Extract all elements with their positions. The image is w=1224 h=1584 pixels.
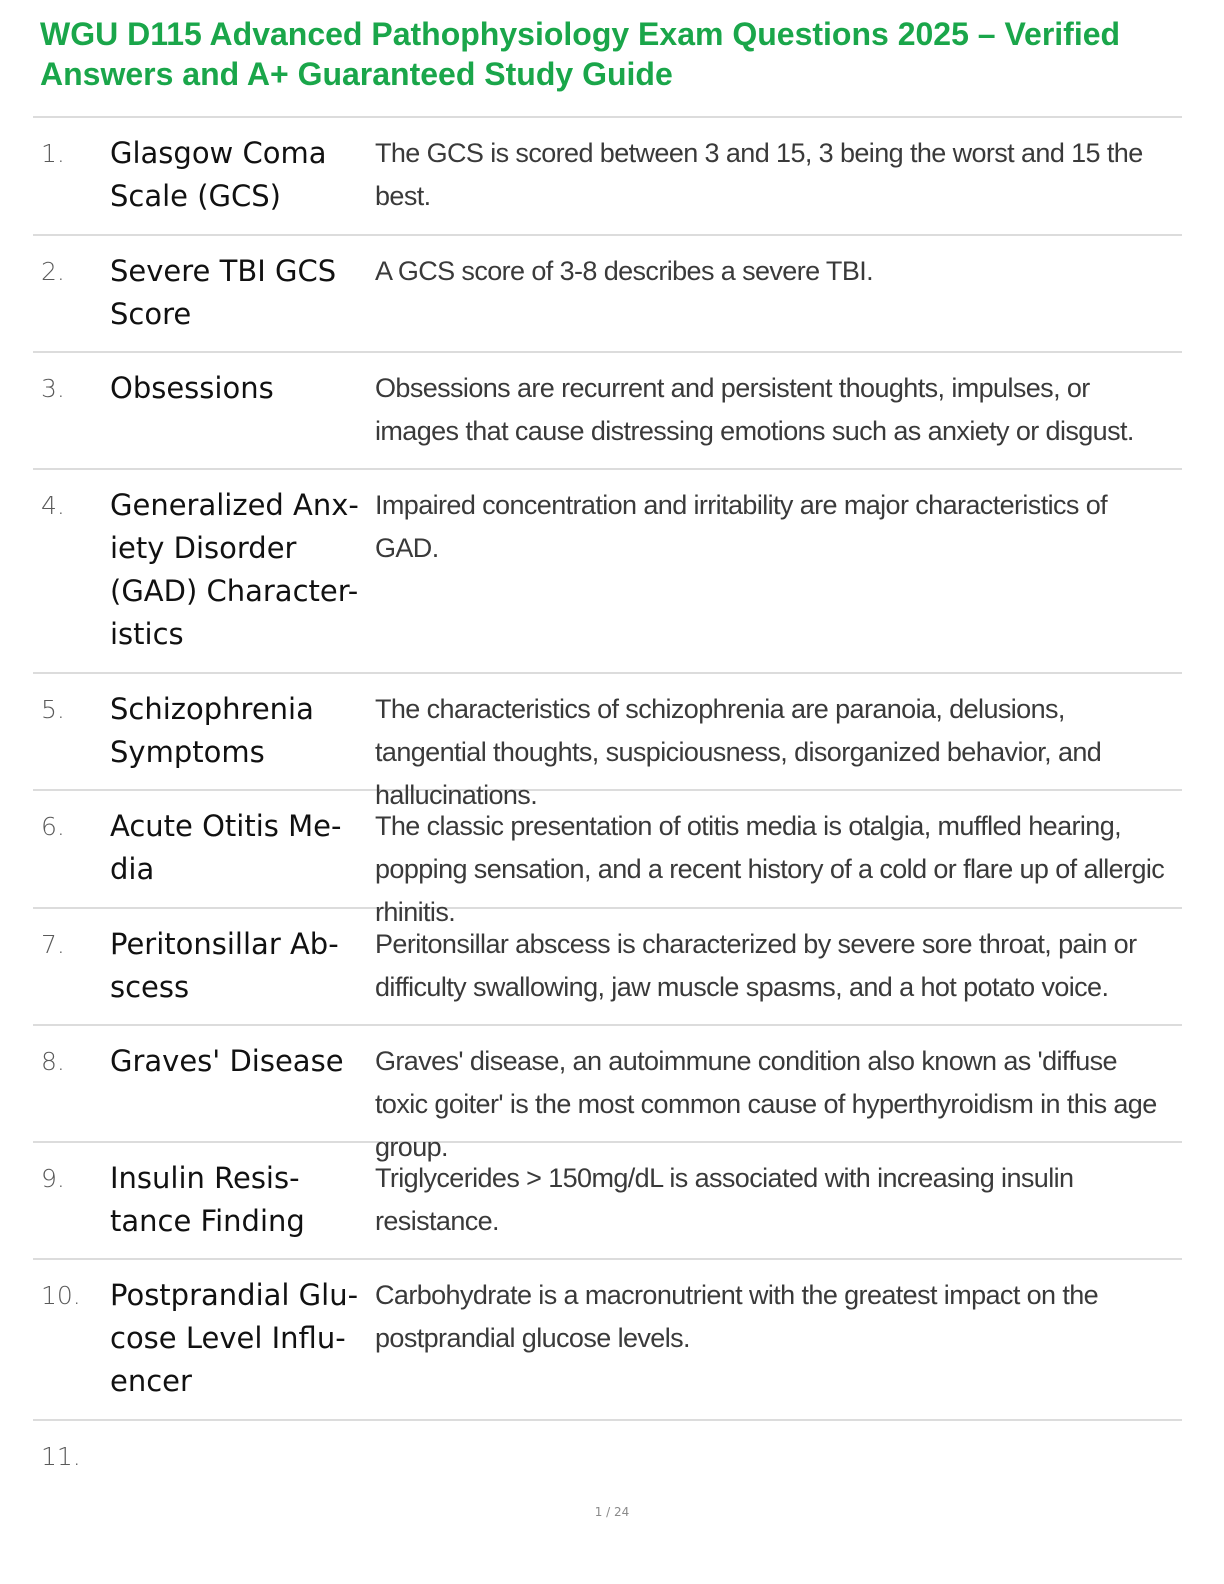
card-definition: Impaired concentration and irritability are major characteristics of GAD. — [375, 490, 1108, 563]
flashcard-row — [33, 236, 1182, 353]
flashcard-row — [33, 1026, 1182, 1162]
flashcard-row — [33, 791, 1182, 927]
card-definition: The classic presentation of otitis media is otalgia, muffled hearing, popping sensation, and a recent history of a cold or flare up of allergic rhinitis. — [375, 811, 1165, 927]
card-definition: Obsessions are recurrent and persistent thoughts, impulses, or images that cause distressing emotions such as anxiety or disgust. — [375, 373, 1134, 446]
card-definition: Triglycerides > 150mg/dL is associated with increasing insulin resistance. — [375, 1163, 1074, 1236]
card-term: Glasgow Coma Scale (GCS) — [110, 136, 327, 213]
card-number: 1. — [41, 139, 65, 168]
card-number: 8. — [41, 1047, 65, 1076]
card-number: 9. — [41, 1164, 65, 1193]
card-definition: A GCS score of 3-8 describes a severe TBI. — [375, 256, 874, 286]
flashcard-row — [33, 1143, 1182, 1260]
flashcard-row — [33, 909, 1182, 1026]
card-number: 4. — [41, 491, 65, 520]
card-number: 5. — [41, 695, 65, 724]
card-definition: The GCS is scored between 3 and 15, 3 being the worst and 15 the best. — [375, 138, 1143, 211]
card-term: Obsessions — [110, 371, 274, 405]
flashcard-row — [33, 118, 1182, 236]
flashcard-row — [33, 674, 1182, 810]
card-term: Schizophrenia Symptoms — [110, 692, 314, 769]
flashcard-row — [33, 1421, 1182, 1491]
card-definition: Carbohydrate is a macronutrient with the greatest impact on the postprandial glucose levels. — [375, 1280, 1099, 1353]
card-term: Generalized Anx-iety Disorder (GAD) Character-istics — [110, 488, 359, 651]
card-number: 7. — [41, 930, 65, 959]
card-term: Peritonsillar Ab-scess — [110, 927, 339, 1004]
flashcard-list — [33, 116, 1182, 1491]
card-term: Graves' Disease — [110, 1044, 344, 1078]
card-term: Severe TBI GCS Score — [110, 254, 337, 331]
card-definition: The characteristics of schizophrenia are paranoia, delusions, tangential thoughts, suspiciousness, disorganized behavior, and hallucinations. — [375, 694, 1102, 810]
card-number: 6. — [41, 812, 65, 841]
card-term: Postprandial Glu-cose Level Influ-encer — [110, 1278, 359, 1398]
card-term: Insulin Resis-tance Finding — [110, 1161, 305, 1238]
card-number: 11. — [41, 1442, 81, 1471]
card-term: Acute Otitis Me-dia — [110, 809, 342, 886]
card-number: 10. — [41, 1281, 81, 1310]
document-title: WGU D115 Advanced Pathophysiology Exam Questions 2025 – Verified Answers and A+ Guaranteed Study Guide — [40, 16, 1121, 92]
flashcard-row — [33, 1260, 1182, 1421]
flashcard-row — [33, 470, 1182, 674]
page-indicator: 1 / 24 — [594, 1505, 630, 1519]
card-number: 2. — [41, 257, 65, 286]
card-number: 3. — [41, 374, 65, 403]
card-definition: Peritonsillar abscess is characterized by severe sore throat, pain or difficulty swallowing, jaw muscle spasms, and a hot potato voice. — [375, 929, 1137, 1002]
card-definition: Graves' disease, an autoimmune condition also known as 'diffuse toxic goiter' is the most common cause of hyperthyroidism in this age group. — [375, 1046, 1157, 1162]
flashcard-row — [33, 353, 1182, 470]
